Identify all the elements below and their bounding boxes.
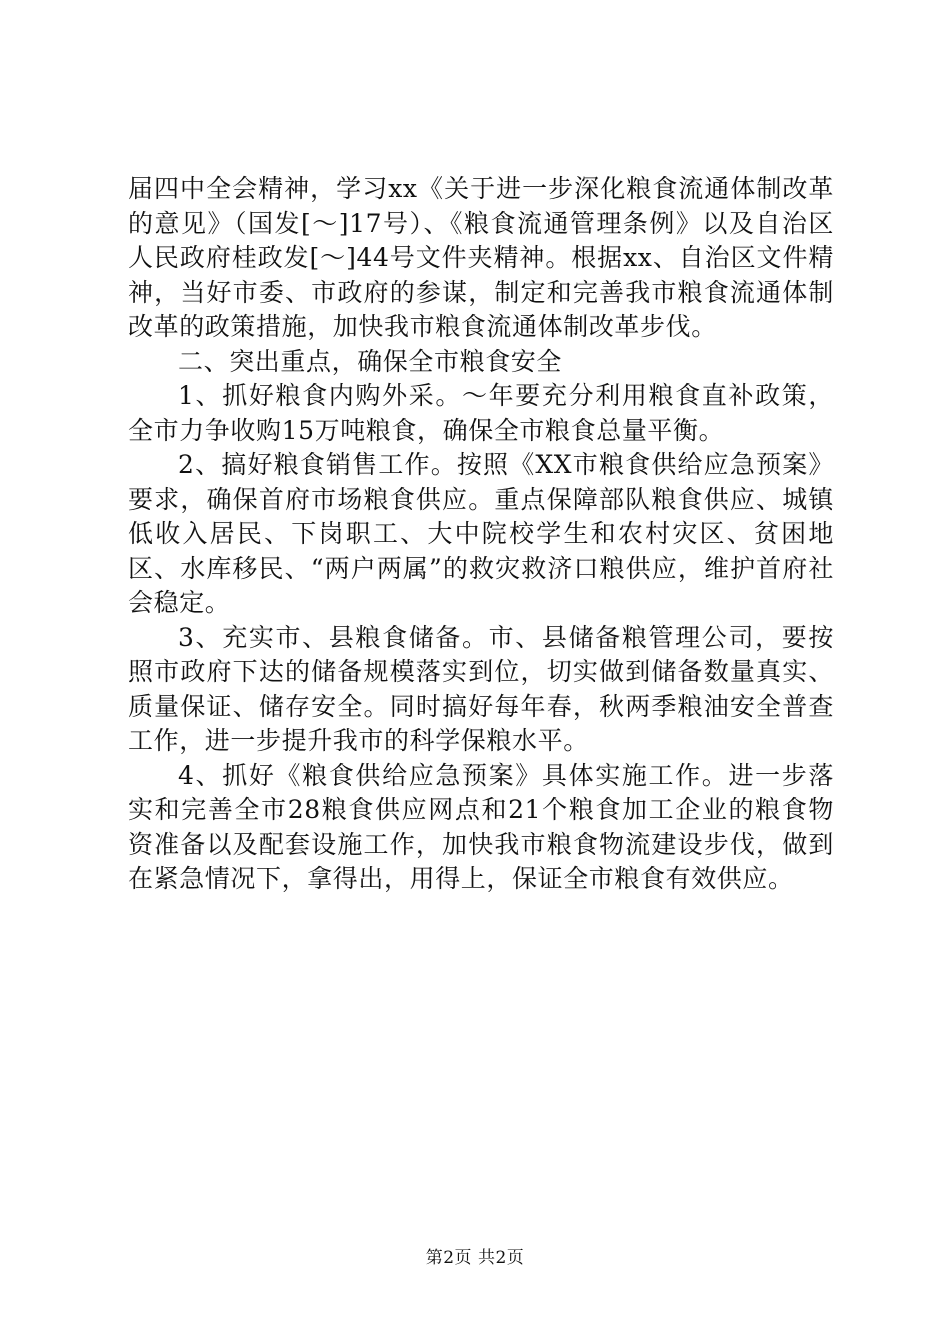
page-number: 第2页 共2页 [425, 1248, 525, 1268]
paragraph-item-3: 3、充实市、县粮食储备。市、县储备粮管理公司，要按照市政府下达的储备规模落实到位，切实做到储备数量真实、质量保证、储存安全。同时搞好每年春，秋两季粮油安全普查工作，进一步提升我市的科学保粮水平。 [128, 622, 834, 755]
paragraph-item-1: 1、抓好粮食内购外采。～年要充分利用粮食直补政策，全市力争收购15万吨粮食，确保全市粮食总量平衡。 [128, 381, 834, 445]
paragraph-item-4: 4、抓好《粮食供给应急预案》具体实施工作。进一步落实和完善全市28粮食供应网点和21个粮食加工企业的粮食物资准备以及配套设施工作，加快我市粮食物流建设步伐，做到在紧急情况下，拿得出，用得上，保证全市粮食有效供应。 [128, 760, 834, 893]
document-body [128, 172, 834, 897]
section-heading: 二、突出重点，确保全市粮食安全 [178, 346, 563, 376]
paragraph-continuation: 届四中全会精神，学习xx《关于进一步深化粮食流通体制改革的意见》（国发[～]17号）、《粮食流通管理条例》以及自治区人民政府桂政发[～]44号文件夹精神。根据xx、自治区文件精神，当好市委、市政府的参谋，制定和完善我市粮食流通体制改革的政策措施，加快我市粮食流通体制改革步伐。 [128, 174, 834, 341]
paragraph-item-2: 2、搞好粮食销售工作。按照《XX市粮食供给应急预案》要求，确保首府市场粮食供应。重点保障部队粮食供应、城镇低收入居民、下岗职工、大中院校学生和农村灾区、贫困地区、水库移民、“两户两属”的救灾救济口粮供应，维护首府社会稳定。 [128, 450, 834, 617]
